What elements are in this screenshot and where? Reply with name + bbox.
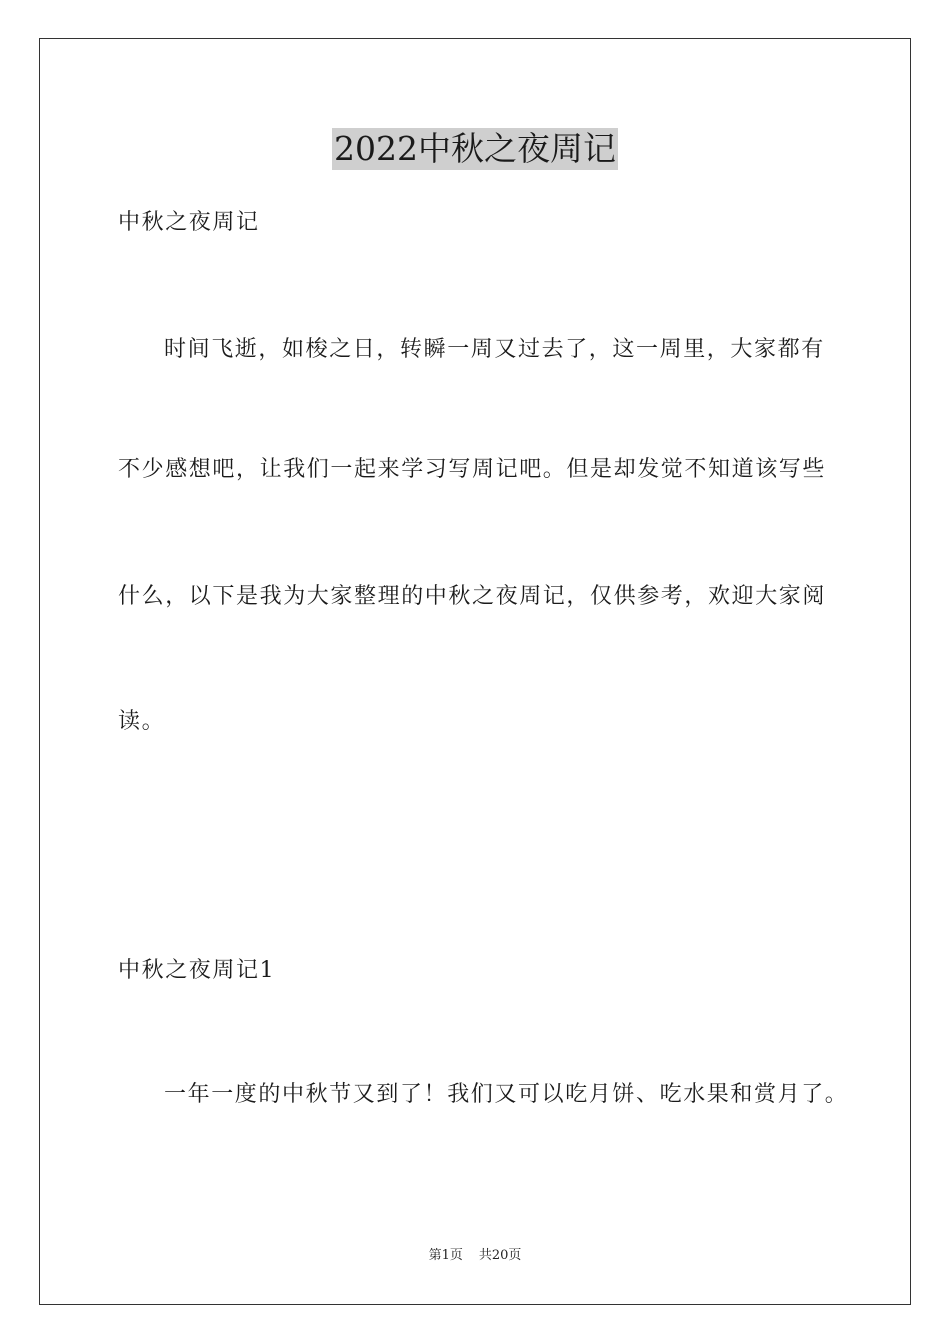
page-number: 第1页 (428, 1248, 463, 1263)
intro-paragraph-line-1: 时间飞逝，如梭之日，转瞬一周又过去了，这一周里，大家都有 (164, 337, 825, 362)
section-paragraph-line-1: 一年一度的中秋节又到了！我们又可以吃月饼、吃水果和赏月了。 (164, 1082, 849, 1107)
intro-paragraph-line-3: 什么，以下是我为大家整理的中秋之夜周记，仅供参考，欢迎大家阅 (118, 584, 827, 609)
section-heading: 中秋之夜周记1 (118, 958, 276, 983)
document-subtitle: 中秋之夜周记 (118, 210, 260, 235)
title-container (0, 128, 950, 170)
page-footer (0, 1247, 950, 1265)
page-total: 共20页 (478, 1248, 522, 1263)
document-title: 2022中秋之夜周记 (334, 129, 616, 168)
intro-paragraph-line-4: 读。 (118, 709, 166, 734)
intro-paragraph-line-2: 不少感想吧，让我们一起来学习写周记吧。但是却发觉不知道该写些 (118, 457, 827, 482)
